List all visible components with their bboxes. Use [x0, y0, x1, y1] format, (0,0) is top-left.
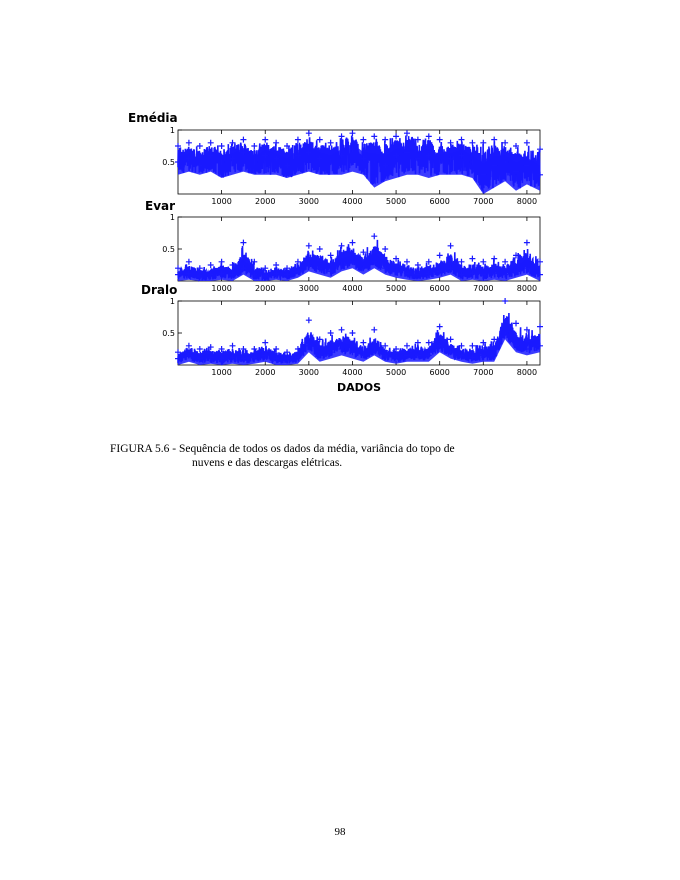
data-point — [415, 262, 421, 268]
data-point — [502, 259, 508, 265]
data-point — [317, 137, 323, 143]
data-point — [393, 133, 399, 139]
panel-evar — [145, 199, 543, 293]
data-point — [339, 133, 345, 139]
x-tick-label: 5000 — [385, 197, 407, 206]
data-point — [426, 340, 432, 346]
x-tick-label: 8000 — [516, 197, 538, 206]
x-tick-label: 7000 — [473, 197, 494, 206]
data-point — [469, 343, 475, 349]
data-point — [317, 246, 323, 252]
data-point — [219, 259, 225, 265]
x-tick-label: 4000 — [342, 197, 363, 206]
data-point — [448, 336, 454, 342]
data-point — [349, 130, 355, 136]
data-point — [284, 265, 290, 271]
data-point — [513, 320, 519, 326]
x-tick-label: 1000 — [211, 284, 232, 293]
x-tick-label: 8000 — [516, 368, 538, 377]
data-point — [469, 140, 475, 146]
data-point — [251, 143, 257, 149]
data-point — [349, 330, 355, 336]
data-point — [262, 340, 268, 346]
y-tick-label: 0.5 — [162, 329, 175, 338]
x-tick-label: 3000 — [298, 368, 320, 377]
figure-caption — [110, 442, 530, 470]
x-tick-label: 2000 — [255, 368, 276, 377]
y-tick-label: 1 — [169, 297, 175, 306]
data-point — [537, 324, 543, 330]
data-point — [306, 130, 312, 136]
data-point — [437, 324, 443, 330]
caption-label: FIGURA 5.6 - — [110, 443, 177, 455]
data-point — [480, 140, 486, 146]
panel-title: Dralo — [141, 283, 178, 297]
data-point — [349, 240, 355, 246]
panel-dralo — [141, 283, 543, 394]
data-point — [437, 137, 443, 143]
data-point — [186, 140, 192, 146]
x-axis-label: DADOS — [336, 381, 382, 394]
x-tick-label: 3000 — [298, 197, 320, 206]
data-point — [371, 327, 377, 333]
caption-line2: nuvens e das descargas elétricas. — [192, 457, 343, 469]
data-point — [502, 298, 508, 304]
data-point — [186, 259, 192, 265]
data-point — [273, 140, 279, 146]
data-point — [339, 243, 345, 249]
panel-emédia — [128, 111, 543, 206]
x-tick-label: 5000 — [385, 284, 407, 293]
x-tick-label: 6000 — [429, 197, 450, 206]
x-tick-label: 1000 — [211, 368, 232, 377]
data-point — [306, 243, 312, 249]
x-tick-label: 6000 — [429, 368, 450, 377]
x-tick-label: 5000 — [385, 368, 407, 377]
data-point — [502, 140, 508, 146]
y-tick-label: 0.5 — [162, 245, 175, 254]
x-tick-label: 4000 — [342, 284, 363, 293]
data-point — [262, 137, 268, 143]
x-tick-label: 7000 — [473, 368, 494, 377]
data-point — [360, 137, 366, 143]
y-tick-label: 1 — [169, 126, 175, 135]
data-point — [328, 252, 334, 258]
data-point — [382, 137, 388, 143]
data-point — [240, 240, 246, 246]
data-point — [469, 256, 475, 262]
panel-title: Evar — [145, 199, 176, 213]
data-point — [306, 317, 312, 323]
data-point — [208, 140, 214, 146]
data-point — [219, 143, 225, 149]
data-point — [382, 246, 388, 252]
data-point — [437, 252, 443, 258]
data-point — [339, 327, 345, 333]
data-point — [404, 130, 410, 136]
y-tick-label: 0.5 — [162, 158, 175, 167]
data-point — [491, 137, 497, 143]
caption-line1: Sequência de todos os dados da média, variância do topo de — [179, 443, 455, 455]
data-point — [404, 259, 410, 265]
x-tick-label: 7000 — [473, 284, 494, 293]
page-number: 98 — [334, 826, 346, 838]
x-tick-label: 2000 — [255, 197, 276, 206]
data-point — [491, 256, 497, 262]
data-point — [240, 137, 246, 143]
data-point — [208, 262, 214, 268]
x-tick-label: 2000 — [255, 284, 276, 293]
data-point — [360, 340, 366, 346]
x-tick-label: 4000 — [342, 368, 363, 377]
data-point — [273, 262, 279, 268]
data-point — [197, 143, 203, 149]
data-point — [230, 343, 236, 349]
data-point — [328, 140, 334, 146]
x-tick-label: 6000 — [429, 284, 450, 293]
x-tick-label: 1000 — [211, 197, 232, 206]
chart-panels — [128, 111, 543, 394]
x-tick-label: 8000 — [516, 284, 538, 293]
data-point — [524, 140, 530, 146]
y-tick-label: 1 — [169, 213, 175, 222]
data-point — [448, 243, 454, 249]
data-point — [537, 146, 543, 152]
data-point — [458, 137, 464, 143]
data-point — [426, 133, 432, 139]
data-point — [404, 343, 410, 349]
data-point — [371, 233, 377, 239]
data-point — [197, 346, 203, 352]
x-tick-label: 3000 — [298, 284, 320, 293]
data-point — [524, 240, 530, 246]
data-point — [371, 133, 377, 139]
panel-title: Emédia — [128, 111, 178, 125]
data-point — [295, 137, 301, 143]
